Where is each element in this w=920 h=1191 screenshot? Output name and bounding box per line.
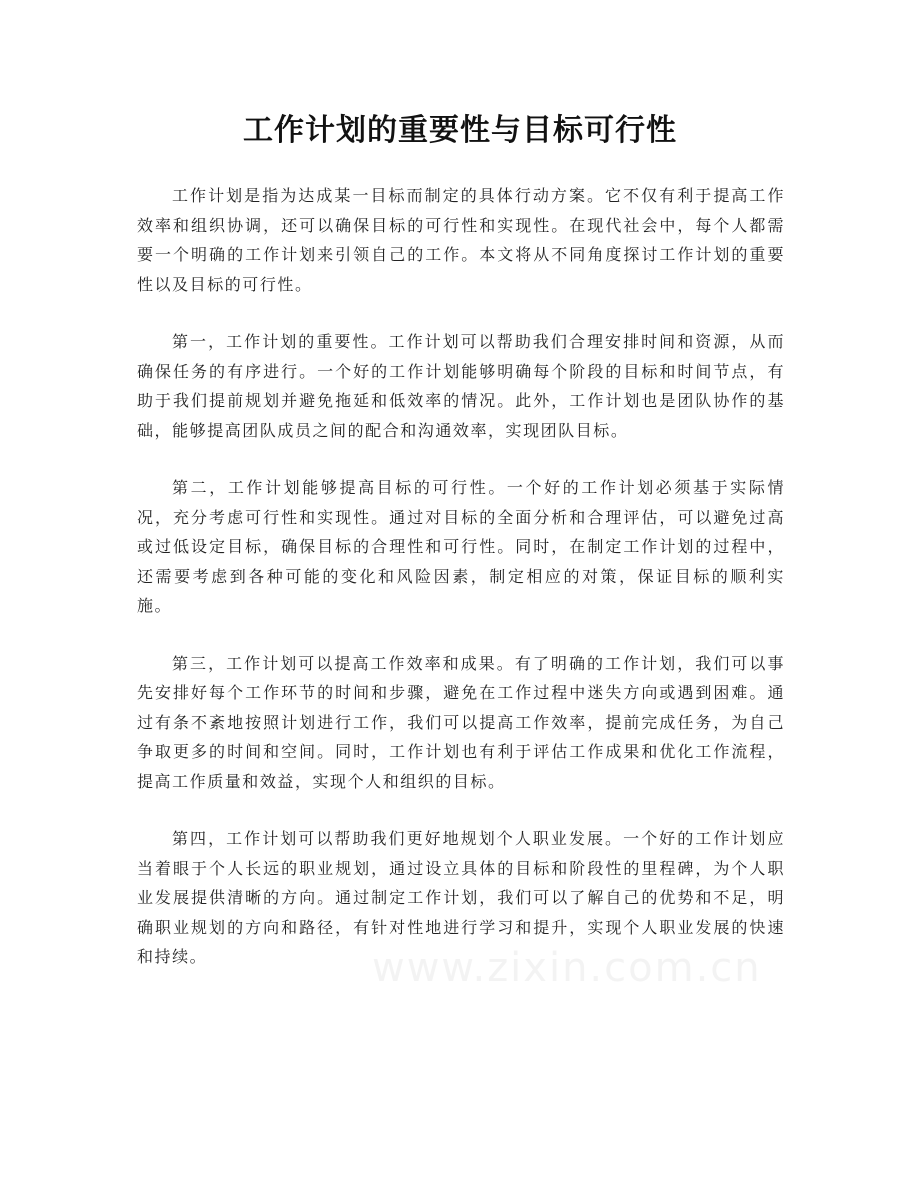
paragraph-fourth: 第四，工作计划可以帮助我们更好地规划个人职业发展。一个好的工作计划应当着眼于个人长远的职业规划，通过设立具体的目标和阶段性的里程碑，为个人职业发展提供清晰的方向。通过制定工作计划，我们可以了解自己的优势和不足，明确职业规划的方向和路径，有针对性地进行学习和提升，实现个人职业发展的快速和持续。 xyxy=(137,829,785,966)
paragraph-intro: 工作计划是指为达成某一目标而制定的具体行动方案。它不仅有利于提高工作效率和组织协调，还可以确保目标的可行性和实现性。在现代社会中，每个人都需要一个明确的工作计划来引领自己的工作。本文将从不同角度探讨工作计划的重要性以及目标的可行性。 xyxy=(137,186,785,294)
document-title: 工作计划的重要性与目标可行性 xyxy=(243,113,677,148)
document-body xyxy=(137,181,785,1000)
watermark: www.zixin.com.cn xyxy=(372,945,762,991)
paragraph-first: 第一，工作计划的重要性。工作计划可以帮助我们合理安排时间和资源，从而确保任务的有序进行。一个好的工作计划能够明确每个阶段的目标和时间节点，有助于我们提前规划并避免拖延和低效率的情况。此外，工作计划也是团队协作的基础，能够提高团队成员之间的配合和沟通效率，实现团队目标。 xyxy=(137,332,785,440)
paragraph-second: 第二，工作计划能够提高目标的可行性。一个好的工作计划必须基于实际情况，充分考虑可行性和实现性。通过对目标的全面分析和合理评估，可以避免过高或过低设定目标，确保目标的合理性和可行性。同时，在制定工作计划的过程中，还需要考虑到各种可能的变化和风险因素，制定相应的对策，保证目标的顺利实施。 xyxy=(137,478,785,615)
paragraph-third: 第三，工作计划可以提高工作效率和成果。有了明确的工作计划，我们可以事先安排好每个工作环节的时间和步骤，避免在工作过程中迷失方向或遇到困难。通过有条不紊地按照计划进行工作，我们可以提高工作效率，提前完成任务，为自己争取更多的时间和空间。同时，工作计划也有利于评估工作成果和优化工作流程，提高工作质量和效益，实现个人和组织的目标。 xyxy=(137,653,785,791)
